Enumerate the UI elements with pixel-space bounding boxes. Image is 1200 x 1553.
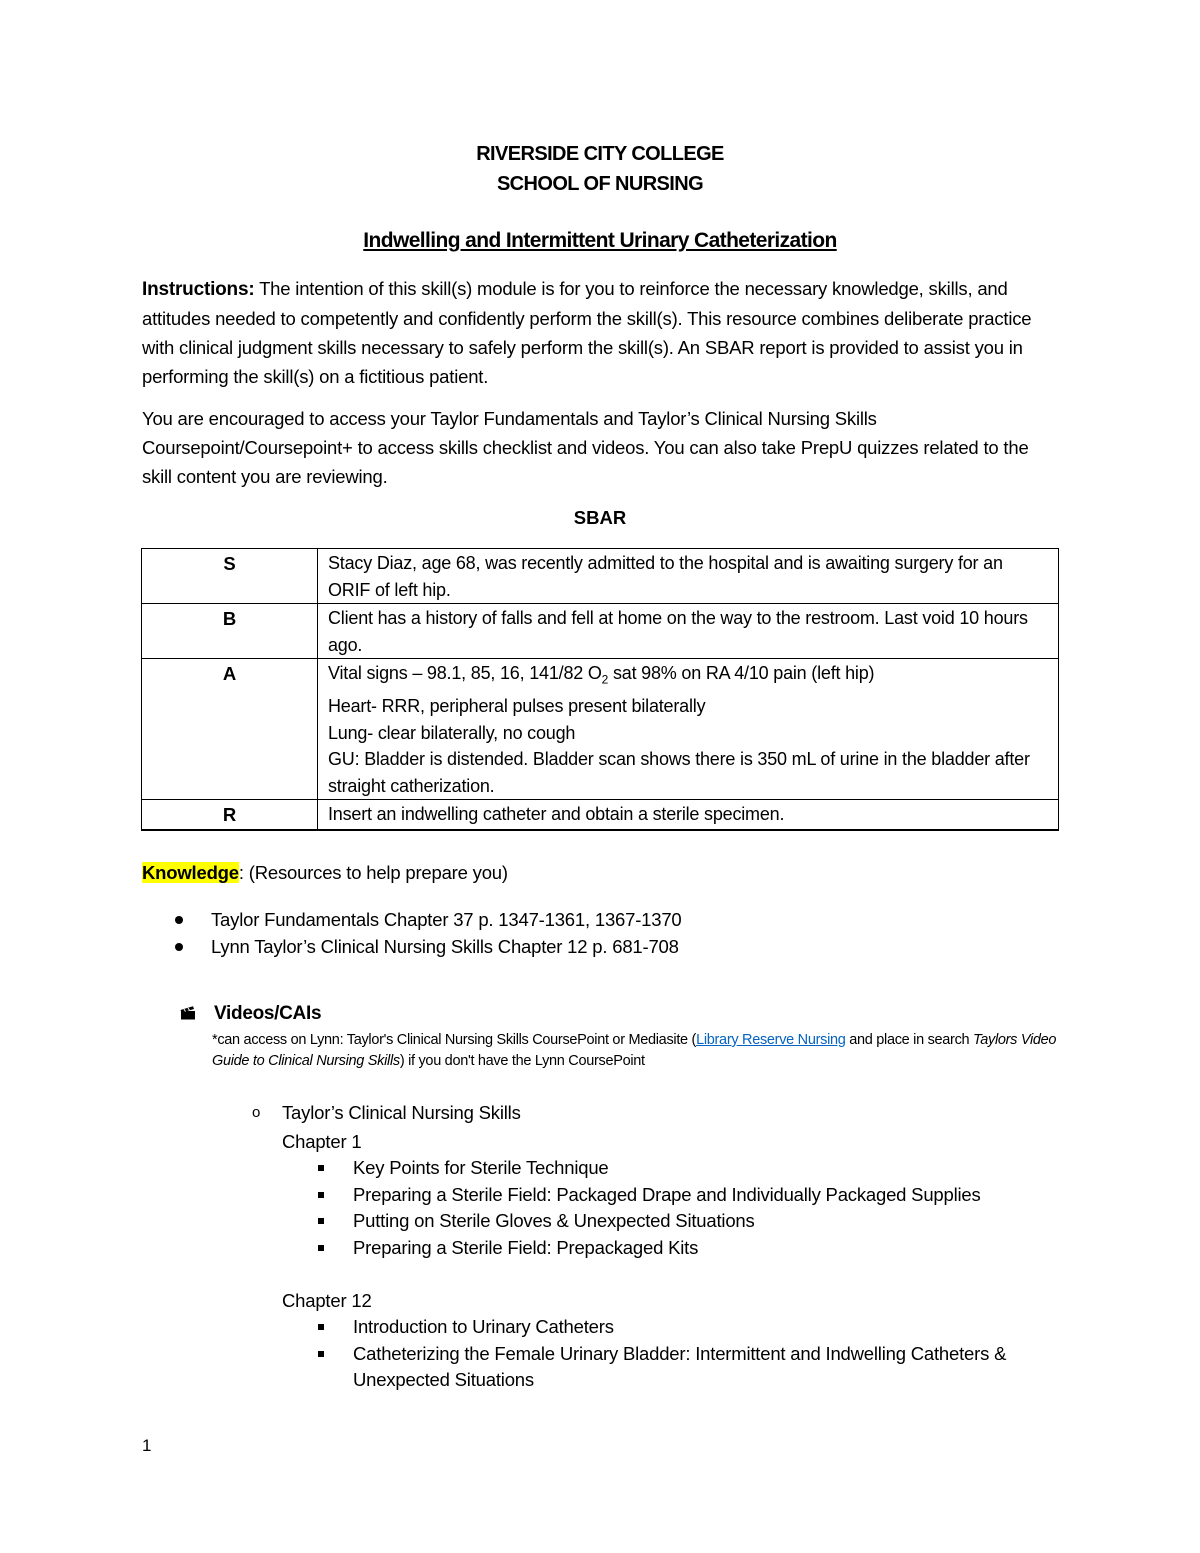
list-item: Introduction to Urinary Catheters	[318, 1314, 1073, 1341]
list-item: Catheterizing the Female Urinary Bladder: Intermittent and Indwelling Catheters & Unexpected Situations	[318, 1341, 1073, 1394]
square-bullet-icon	[318, 1192, 324, 1198]
square-bullet-icon	[318, 1324, 324, 1330]
document-page: RIVERSIDE CITY COLLEGE SCHOOL OF NURSING Indwelling and Intermittent Urinary Catheterization Instructions: The intention of this skill(s) module is for you to reinforce the necessary knowledge, skills, and attitudes needed to competently and confidently perform the skill(s). This resource combines deliberate practice with clinical judgment skills necessary to safely perform the skill(s). An SBAR report is provided to assist you in performing the skill(s) on a fictitious patient. You are encouraged to access your Taylor Fundamentals and Taylor’s Clinical Nursing Skills Coursepoint/Coursepoint+ to access skills checklist and videos. You can also take PrepU quizzes related to the skill content you are reviewing. SBAR S Stacy Diaz, age 68, was recently admitted to the hospital and is awaiting surgery for an ORIF of left hip. B Client has a history of falls and fell at home on the way to the restroom. Last void 10 hours ago. A Vital signs – 98.1, 85, 16, 141/82 $O_2$ sat 98% on RA 4/10 pain (left hip) Heart- RRR, peripheral pulses present bilaterally Lung- clear bilaterally, no cough GU: Bladder is distended. Bladder scan shows there is 350 mL of urine in the bladder after straight catherization. R Insert an indwelling catheter and obtain a sterile specimen. Knowledge: (Resources to help prepare you) Taylor Fundamentals Chapter 37 p. 1347-1361, 1367-1370 Lynn Taylor’s Clinical Nursing Skills Chapter 12 p. 681-708 Videos/CAIs *can access on Lynn: Taylor's Clinical Nursing Skills CoursePoint or Mediasite (Library Reserve Nursing and place in search Taylors Video Guide to Clinical Nursing Skills) if you don't have the Lynn CoursePoint o Taylor’s Clinical Nursing Skills Chapter 1 Key Points for Sterile Technique Preparing a Sterile Field: Packaged Drape and Individually Packaged Supplies Putting on Sterile Gloves & Unexpected Situations Preparing a Sterile Field: Prepackaged Kits Chapter 12 Introduction to Urinary Catheters Catheterizing the Female Urinary Bladder: Intermittent and Indwelling Catheters & Unexpected Situations 1	[0, 0, 1200, 1553]
encourage-paragraph: You are encouraged to access your Taylor Fundamentals and Taylor’s Clinical Nursing Skills Coursepoint/Coursepoint+ to access skills checklist and videos. You can also take PrepU quizzes related to the skill content you are reviewing.	[142, 408, 1029, 487]
list-item: Putting on Sterile Gloves & Unexpected Situations	[318, 1208, 1073, 1235]
sbar-row-r	[142, 800, 1059, 830]
square-bullet-icon	[318, 1218, 324, 1224]
videos-access-note: *can access on Lynn: Taylor's Clinical Nursing Skills CoursePoint or Mediasite (Library Reserve Nursing and place in search Taylors Video Guide to Clinical Nursing Skills) if you don't have the Lynn CoursePoint	[212, 1032, 1057, 1069]
bullet-icon	[175, 943, 183, 951]
sbar-key: S	[142, 549, 318, 604]
sbar-value: Stacy Diaz, age 68, was recently admitted to the hospital and is awaiting surgery for an ORIF of left hip.	[318, 549, 1059, 604]
sbar-heading: SBAR	[573, 507, 627, 528]
document-title: Indwelling and Intermittent Urinary Catheterization	[363, 229, 837, 252]
heart-line: Heart- RRR, peripheral pulses present bilaterally	[328, 696, 706, 717]
school-name: SCHOOL OF NURSING	[496, 173, 704, 195]
list-item: Taylor Fundamentals Chapter 37 p. 1347-1361, 1367-1370	[175, 906, 682, 933]
page-number: 1	[142, 1436, 152, 1455]
sbar-table	[141, 548, 1059, 831]
square-bullet-icon	[318, 1245, 324, 1251]
knowledge-list	[175, 906, 682, 960]
bullet-icon	[175, 916, 183, 924]
clapperboard-icon	[180, 1006, 196, 1020]
sbar-value	[318, 659, 1059, 800]
circle-bullet-icon: o	[252, 1104, 261, 1121]
chapter-12-list	[318, 1314, 1073, 1394]
sbar-row-s	[142, 549, 1059, 604]
square-bullet-icon	[318, 1351, 324, 1357]
videos-heading: Videos/CAIs	[180, 1003, 321, 1025]
chapter-1-list	[318, 1155, 1073, 1261]
sbar-key: B	[142, 604, 318, 659]
list-item: Key Points for Sterile Technique	[318, 1155, 1073, 1182]
instructions-text: The intention of this skill(s) module is for you to reinforce the necessary knowledge, skills, and attitudes needed to competently and confidently perform the skill(s). This resource combines deliberate practice with clinical judgment skills necessary to safely perform the skill(s). An SBAR report is provided to assist you in performing the skill(s) on a fictitious patient.	[142, 278, 1032, 387]
list-item: Preparing a Sterile Field: Prepackaged Kits	[318, 1235, 1073, 1262]
list-item: Preparing a Sterile Field: Packaged Drape and Individually Packaged Supplies	[318, 1182, 1073, 1209]
instructions-paragraph	[142, 274, 1062, 391]
chapter-12-label: Chapter 12	[282, 1290, 372, 1311]
gu-line: GU: Bladder is distended. Bladder scan shows there is 350 mL of urine in the bladder after straight catherization.	[328, 749, 1030, 796]
knowledge-label: Knowledge	[142, 862, 239, 883]
library-reserve-link[interactable]: Library Reserve Nursing	[696, 1032, 846, 1048]
instructions-label: Instructions:	[142, 279, 255, 300]
square-bullet-icon	[318, 1165, 324, 1171]
sbar-key: R	[142, 800, 318, 830]
college-name: RIVERSIDE CITY COLLEGE	[476, 143, 724, 165]
chapter-1-label: Chapter 1	[282, 1131, 362, 1152]
knowledge-line	[142, 862, 508, 884]
sbar-value: Client has a history of falls and fell at home on the way to the restroom. Last void 10 hours ago.	[318, 604, 1059, 659]
sbar-value: Insert an indwelling catheter and obtain a sterile specimen.	[318, 800, 1059, 830]
sbar-key: A	[142, 659, 318, 800]
lung-line: Lung- clear bilaterally, no cough	[328, 722, 576, 743]
sbar-row-b	[142, 604, 1059, 659]
vital-signs-line: Vital signs – 98.1, 85, 16, 141/82 $O_2$ sat 98% on RA 4/10 pain (left hip)	[328, 663, 875, 687]
knowledge-suffix: : (Resources to help prepare you)	[238, 862, 508, 883]
sbar-row-a	[142, 659, 1059, 800]
list-item: Lynn Taylor’s Clinical Nursing Skills Chapter 12 p. 681-708	[175, 933, 682, 960]
